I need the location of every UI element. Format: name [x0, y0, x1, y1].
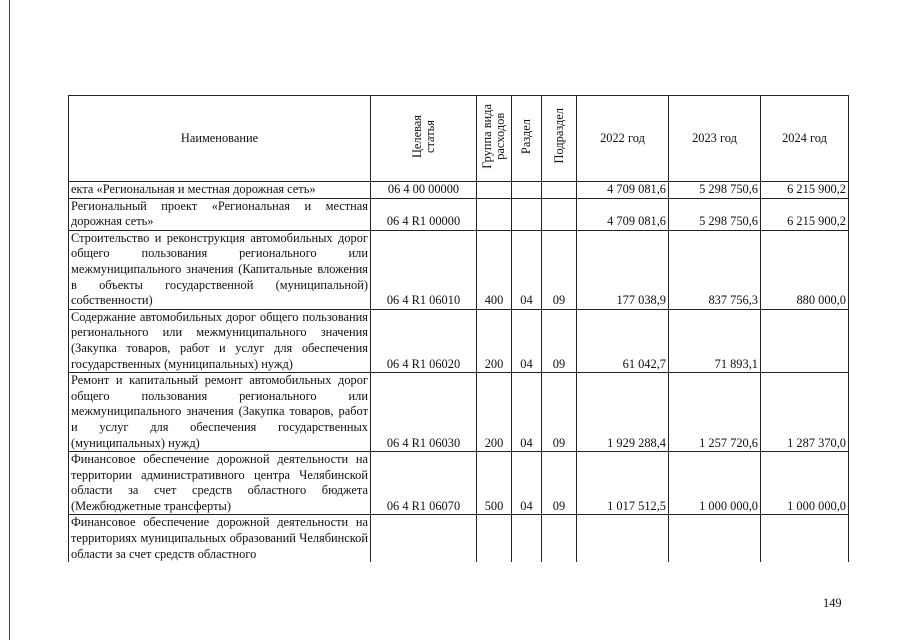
- row-name: Финансовое обеспечение дорожной деятельности на территории административного центра Челябинской области за счет средств областного бюджета (Межбюджетные трансферты): [69, 452, 371, 515]
- row-subsection: [542, 182, 577, 199]
- row-group: 200: [477, 309, 512, 372]
- page-binding-line: [9, 0, 10, 640]
- row-subsection: 09: [542, 309, 577, 372]
- row-2023: 71 893,1: [669, 309, 761, 372]
- row-name: Ремонт и капитальный ремонт автомобильных дорог общего пользования регионального или межмуниципального значения (Закупка товаров, работ и услуг для обеспечения государственных (муниципальных) нужд): [69, 373, 371, 452]
- row-2024: 1 287 370,0: [761, 373, 849, 452]
- table-row: [69, 230, 849, 309]
- table-row: [69, 452, 849, 515]
- row-2023: 1 257 720,6: [669, 373, 761, 452]
- row-code: 06 4 R1 06070: [371, 452, 477, 515]
- header-year-2022: 2022 год: [577, 96, 669, 182]
- row-2022: 4 709 081,6: [577, 182, 669, 199]
- row-section: 04: [512, 373, 542, 452]
- header-subsection: Подраздел: [542, 96, 577, 182]
- row-section: [512, 182, 542, 199]
- row-code: 06 4 R1 06030: [371, 373, 477, 452]
- table-row: [69, 373, 849, 452]
- row-subsection: 09: [542, 373, 577, 452]
- header-year-2024: 2024 год: [761, 96, 849, 182]
- table-row: [69, 198, 849, 230]
- row-2024: [761, 515, 849, 562]
- row-subsection: 09: [542, 452, 577, 515]
- row-group: 400: [477, 230, 512, 309]
- row-2022: 177 038,9: [577, 230, 669, 309]
- row-name: Финансовое обеспечение дорожной деятельности на территориях муниципальных образований Челябинской области за счет средств областного: [69, 515, 371, 562]
- row-2023: 837 756,3: [669, 230, 761, 309]
- row-name: Региональный проект «Региональная и местная дорожная сеть»: [69, 198, 371, 230]
- row-code: 06 4 R1 00000: [371, 198, 477, 230]
- row-code: 06 4 R1 06010: [371, 230, 477, 309]
- row-section: 04: [512, 309, 542, 372]
- row-section: [512, 198, 542, 230]
- row-group: 500: [477, 452, 512, 515]
- row-name: екта «Региональная и местная дорожная сеть»: [69, 182, 371, 199]
- row-code: 06 4 R1 06020: [371, 309, 477, 372]
- header-name: Наименование: [69, 96, 371, 182]
- row-2024: 1 000 000,0: [761, 452, 849, 515]
- table-row: [69, 182, 849, 199]
- row-section: 04: [512, 230, 542, 309]
- row-subsection: [542, 515, 577, 562]
- page-number: 149: [823, 596, 842, 610]
- row-subsection: [542, 198, 577, 230]
- row-2022: 61 042,7: [577, 309, 669, 372]
- row-2024: 880 000,0: [761, 230, 849, 309]
- row-2024: [761, 309, 849, 372]
- budget-table: [68, 95, 849, 562]
- row-2024: 6 215 900,2: [761, 198, 849, 230]
- row-code: [371, 515, 477, 562]
- row-2023: 1 000 000,0: [669, 452, 761, 515]
- row-2022: 1 929 288,4: [577, 373, 669, 452]
- row-2022: [577, 515, 669, 562]
- row-name: Содержание автомобильных дорог общего пользования регионального или межмуниципального значения (Закупка товаров, работ и услуг для обеспечения государственных (муниципальных) нужд): [69, 309, 371, 372]
- row-2024: 6 215 900,2: [761, 182, 849, 199]
- row-group: [477, 515, 512, 562]
- row-group: [477, 198, 512, 230]
- row-code: 06 4 00 00000: [371, 182, 477, 199]
- row-section: 04: [512, 452, 542, 515]
- row-2023: [669, 515, 761, 562]
- row-2023: 5 298 750,6: [669, 198, 761, 230]
- row-subsection: 09: [542, 230, 577, 309]
- table-row: [69, 515, 849, 562]
- header-expense-group: Группа вида расходов: [477, 96, 512, 182]
- row-2022: 1 017 512,5: [577, 452, 669, 515]
- table-row: [69, 309, 849, 372]
- table-header-row: [69, 96, 849, 182]
- row-group: [477, 182, 512, 199]
- row-2023: 5 298 750,6: [669, 182, 761, 199]
- row-name: Строительство и реконструкция автомобильных дорог общего пользования регионального или межмуниципального значения (Капитальные вложения в объекты государственной (муниципальной) собственности): [69, 230, 371, 309]
- header-target-article: Целевая статья: [371, 96, 477, 182]
- row-section: [512, 515, 542, 562]
- header-section: Раздел: [512, 96, 542, 182]
- row-group: 200: [477, 373, 512, 452]
- row-2022: 4 709 081,6: [577, 198, 669, 230]
- header-year-2023: 2023 год: [669, 96, 761, 182]
